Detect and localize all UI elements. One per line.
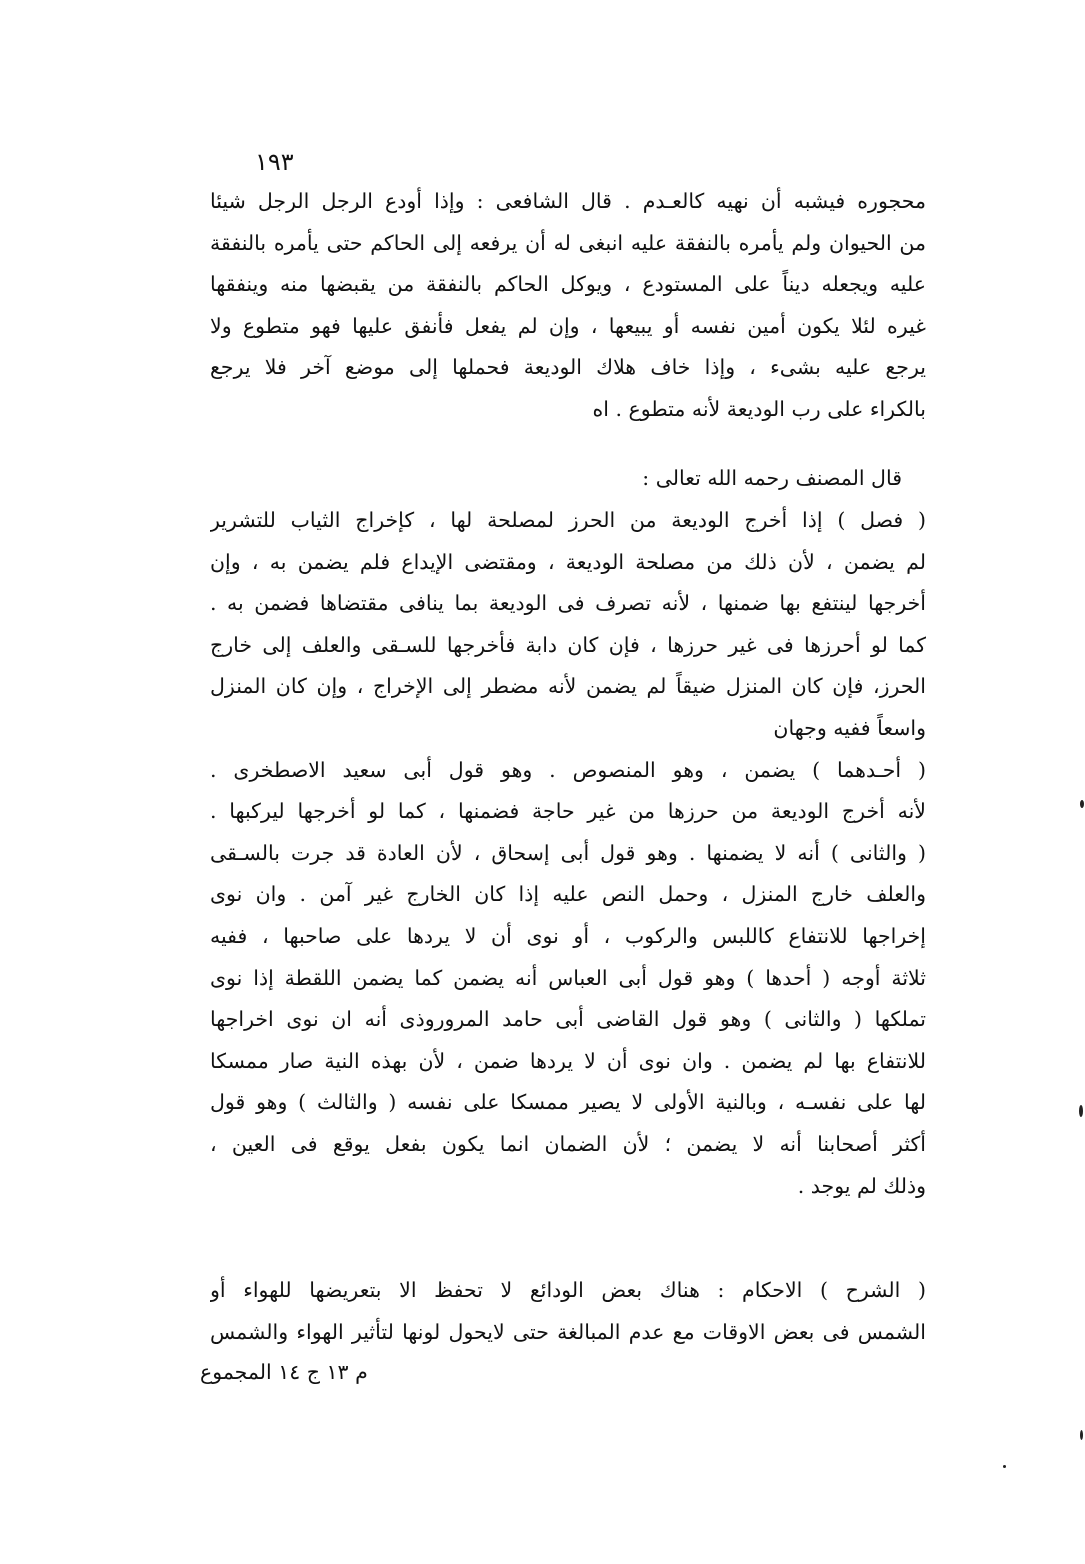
text-line: لم يضمن ، لأن ذلك من مصلحة الوديعة ، ومقتضى الإيداع فلم يضمن به ، وإن: [210, 549, 926, 574]
text-line: الشمس فى بعض الاوقات مع عدم المبالغة حتى لايحول لونها لتأثير الهواء والشمس: [210, 1319, 926, 1344]
text-line: غيره لئلا يكون أمين نفسه أو يبيعها ، وإن لم يفعل فأنفق عليها فهو متطوع ولا: [210, 313, 926, 338]
text-line: ثلاثة أوجه ( أحدها ) وهو قول أبى العباس أنه يضمن كما يضمن اللقطة إذا نوى: [210, 965, 926, 990]
text-line: لأنه أخرج الوديعة من حرزها من غير حاجة فضمنها ، كما لو أخرجها ليركبها .: [210, 799, 926, 824]
text-line: وذلك لم يوجد .: [797, 1173, 926, 1198]
matn-section: [210, 500, 926, 1207]
text-line: ( والثانى ) أنه لا يضمنها . وهو قول أبى إسحاق ، لأن العادة قد جرت بالسـقى: [210, 840, 926, 865]
scan-speck: [1079, 1105, 1083, 1117]
text-line: والعلف خارج المنزل ، وحمل النص عليه إذا كان الخارج غير آمن . وان نوى: [210, 882, 926, 907]
text-line: إخراجها للانتفاع كاللبس والركوب ، أو نوى أن لا يردها على صاحبها ، ففيه: [210, 923, 926, 948]
author-heading: [210, 458, 926, 500]
text-line: تملكها ( والثانى ) وهو قول القاضى أبى حامد المروروذى أنه ان نوى اخراجها: [210, 1007, 926, 1032]
text-line: ( الشرح ) الاحكام : هناك بعض الودائع لا تحفظ الا بتعريضها للهواء أو: [210, 1278, 926, 1302]
scan-speck: [1080, 1430, 1083, 1440]
text-line: أخرجها لينتفع بها ضمنها ، لأنه تصرف فى الوديعة بما ينافى مقتضاها فضمن به .: [210, 591, 926, 616]
commentary-section: [210, 1270, 926, 1353]
scan-speck: [1080, 800, 1084, 808]
text-line: للانتفاع بها لم يضمن . وان نوى أن لا يردها ضمن ، لأن بهذه النية صار ممسكا: [210, 1048, 926, 1073]
text-line: كما لو أحرزها فى غير حرزها ، فإن كان دابة فأخرجها للسـقى والعلف إلى خارج: [210, 632, 926, 657]
scan-speck: [1003, 1465, 1006, 1468]
text-line: واسعاً ففيه وجهان: [773, 715, 926, 740]
text-line: ( فصل ) إذا أخرج الوديعة من الحرز لمصلحة لها ، كإخراج الثياب للتشرير: [210, 508, 926, 532]
text-line: من الحيوان ولم يأمره بالنفقة عليه انبغى له أن يرفعه إلى الحاكم حتى يأمره بالنفقة: [210, 230, 926, 255]
section-heading: قال المصنف رحمه الله تعالى :: [642, 466, 902, 490]
text-line: عليه ويجعله ديناً على المستودع ، ويوكل الحاكم بالنفقة من يقبضها منه وينفقها: [210, 272, 926, 297]
text-line: أكثر أصحابنا أنه لا يضمن ؛ لأن الضمان انما يكون بفعل يوقع فى العين ،: [210, 1131, 926, 1156]
footer-signature: م ١٣ ج ١٤ المجموع: [200, 1360, 368, 1384]
text-line: محجوره فيشبه أن نهيه كالعـدم . قال الشافعى : وإذا أودع الرجل الرجل شيئا: [210, 189, 926, 213]
text-line: بالكراء على رب الوديعة لأنه متطوع . اه: [592, 396, 926, 421]
text-line: يرجع عليه بشىء ، وإذا خاف هلاك الوديعة فحملها إلى موضع آخر فلا يرجع: [210, 355, 926, 380]
page-number: ١٩٣: [255, 148, 294, 176]
text-line: ( أحـدهما ) يضمن ، وهو المنصوص . وهو قول أبى سعيد الاصطخرى .: [210, 757, 926, 782]
quotation-block: [210, 181, 926, 431]
text-line: الحرز، فإن كان المنزل ضيقاً لم يضمن لأنه مضطر إلى الإخراج ، وإن كان المنزل: [210, 674, 926, 699]
text-line: لها على نفسـه ، وبالنية الأولى لا يصير ممسكا على نفسه ( والثالث ) وهو قول: [210, 1090, 926, 1115]
